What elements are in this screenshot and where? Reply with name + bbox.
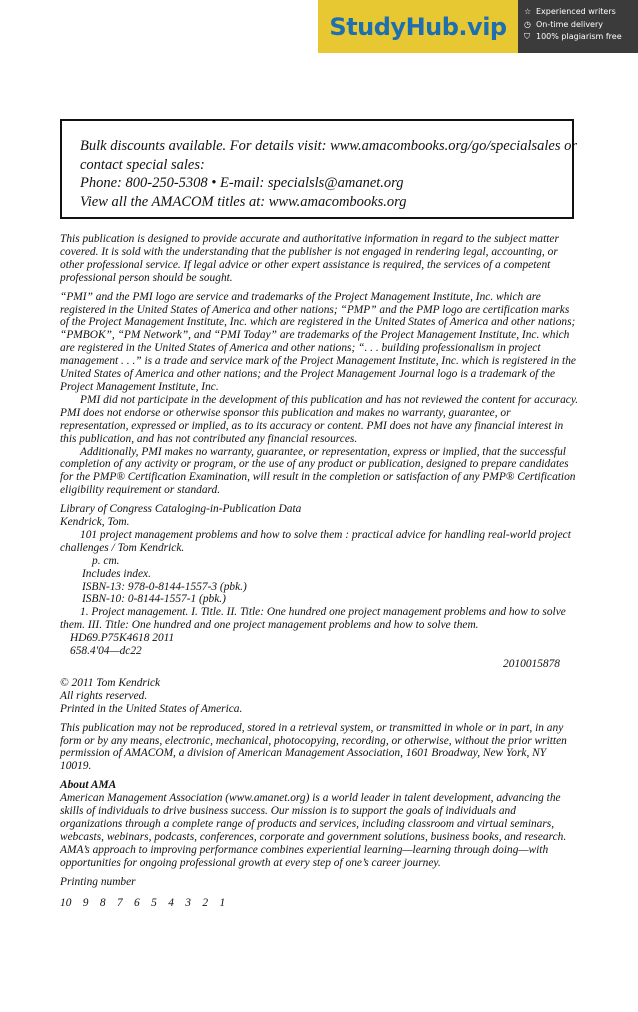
cip-data-block (60, 503, 580, 671)
reproduction-paragraph: This publication may not be reproduced, stored in a retrieval system, or transmitted in whole or in part, in any form or by any means, electronic, mechanical, photocopying, recording, or otherwise, without the prior written permission of AMACOM, a division of American Management Association, 1601 Broadway, New York, NY 10019. (60, 721, 567, 773)
banner-features (518, 0, 638, 53)
copyright-page-body (60, 233, 580, 909)
about-heading: About AMA (60, 779, 117, 792)
cip-heading: Library of Congress Cataloging-in-Publication Data (60, 503, 302, 516)
disclaimer-paragraph: This publication is designed to provide accurate and authoritative information in regard to the subject matter covered. It is sold with the understanding that the publisher is not engaged in rendering legal, accounting, or other professional service. If legal advice or other expert assistance is required, the services of a competent professional person should be sought. (60, 233, 559, 284)
cip-dewey: 658.4'04—dc22 (70, 645, 142, 658)
feature-label: On-time delivery (536, 19, 603, 29)
feature-label: 100% plagiarism free (536, 32, 622, 41)
feature-writers (524, 6, 632, 19)
pmi-warranty-paragraph: Additionally, PMI makes no warranty, guarantee, or representation, express or implied, that the successful completion of any activity or program, or the use of any product or publication, designed to prepare candidates for the PMP® Certification Examination, will result in the completion or satisfaction of any PMP® Certification eligibility requirement or standard. (60, 445, 576, 497)
about-ama-block (60, 779, 580, 869)
bulk-discount-notice (60, 119, 577, 219)
ad-banner[interactable] (318, 0, 638, 53)
copyright-line: © 2011 Tom Kendrick (60, 676, 161, 689)
notice-line: Phone: 800-250-5308 • E-mail: specialsls@amanet.org (80, 175, 404, 191)
shield-icon: ⛉ (524, 32, 530, 41)
printing-numbers: 10 9 8 7 6 5 4 3 2 1 (60, 896, 226, 909)
cip-pages: p. cm. (92, 554, 120, 567)
cip-index: Includes index. (82, 567, 151, 580)
clock-icon: ◷ (524, 19, 531, 29)
notice-line: Bulk discounts available. For details visit: www.amacombooks.org/go/specialsales or (80, 138, 577, 154)
cip-subjects: 1. Project management. I. Title. II. Title: One hundred one project management problems and how to solve them. III. Title: One hundred and one project management problems and how to solve them. (60, 606, 566, 632)
cip-author: Kendrick, Tom. (60, 516, 130, 529)
notice-line: contact special sales: (80, 156, 205, 173)
star-icon: ☆ (524, 7, 532, 16)
cip-isbn10: ISBN-10: 0-8144-1557-1 (pbk.) (82, 593, 226, 606)
cip-title: 101 project management problems and how to solve them : practical advice for handling real-world project challenges / Tom Kendrick. (60, 528, 571, 554)
printing-label: Printing number (60, 875, 136, 888)
cip-isbn13: ISBN-13: 978-0-8144-1557-3 (pbk.) (82, 580, 247, 593)
trademark-paragraph: “PMI” and the PMI logo are service and trademarks of the Project Management Institute, Inc. which are registered in the United States of America and other nations; “PMP” and the PMP logo are certification marks of the Project Management Institute, Inc. which are registered in the United States of America and other nations; “PMBOK”, “PM Network”, and “PMI Today” are trademarks of the Project Management Institute, Inc. which are registered in the United States of America and other nations; “. . . building professionalism in project management . . .” is a trade and service mark of the Project Management Institute, Inc. which is registered in the United States of America and other nations; and the Project Management Journal logo is a trademark of the Project Management Institute, Inc. (60, 290, 576, 393)
rights-line: All rights reserved. (60, 689, 148, 702)
feature-label: Experienced writers (536, 7, 616, 16)
about-text: American Management Association (www.amanet.org) is a world leader in talent development, advancing the skills of individuals to drive business success. Our mission is to support the goals of individuals and organizations through a complete range of products and services, including classroom and virtual seminars, webcasts, webinars, podcasts, conferences, corporate and government solutions, business books, and research. AMA’s approach to improving performance combines experiential learning—learning through doing—with opportunities for ongoing professional growth at every step of one’s career journey. (60, 792, 567, 869)
studyhub-logo[interactable]: StudyHub.vip (318, 0, 518, 53)
copyright-block (60, 677, 580, 716)
notice-line: View all the AMACOM titles at: www.amacombooks.org (80, 193, 407, 210)
pmi-disclaimer-paragraph: PMI did not participate in the development of this publication and has not reviewed the content for accuracy. PMI does not endorse or otherwise sponsor this publication and makes no warranty, guarantee, or representation, expressed or implied, as to its accuracy or content. PMI does not have any financial interest in this publication, and has not contributed any financial resources. (60, 393, 579, 445)
feature-delivery (524, 19, 632, 32)
cip-lc-class: HD69.P75K4618 2011 (70, 632, 175, 645)
cip-lccn: 2010015878 (503, 658, 560, 670)
feature-plagiarism (524, 31, 632, 44)
printed-line: Printed in the United States of America. (60, 702, 243, 715)
